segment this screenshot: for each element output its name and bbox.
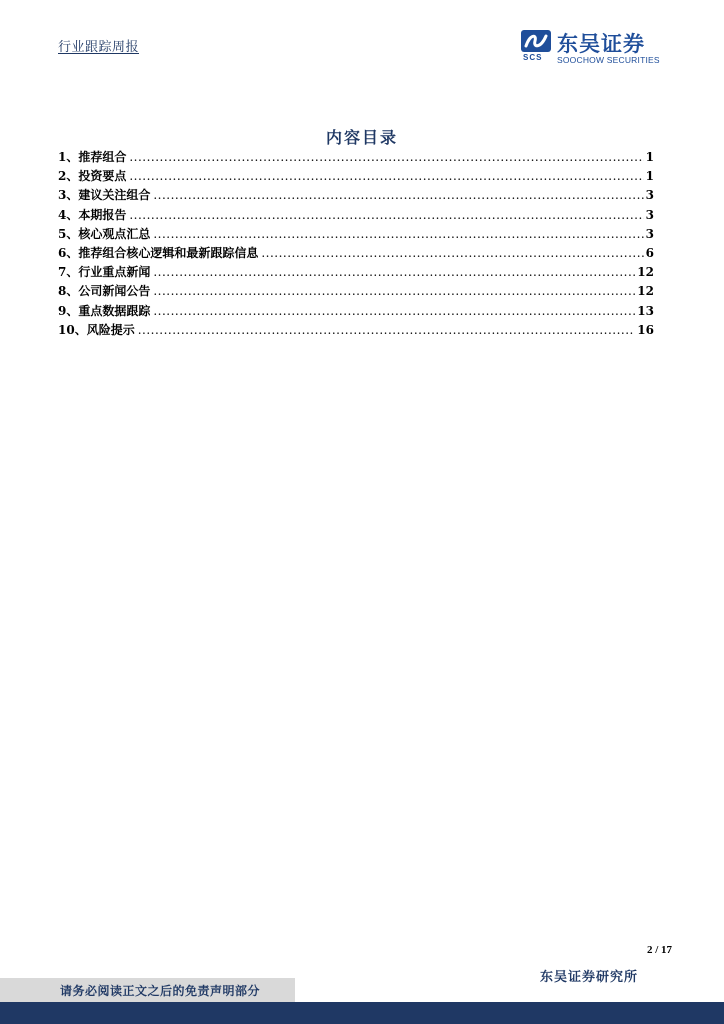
toc-entry-page: 3	[645, 207, 654, 222]
toc-entry[interactable]	[58, 186, 654, 205]
toc-entry-page: 16	[637, 322, 654, 337]
toc-leader-dots	[129, 206, 643, 225]
toc-entry-page: 1	[645, 150, 654, 164]
toc-title: 内容目录	[325, 128, 398, 147]
toc-entry[interactable]	[58, 302, 654, 321]
table-of-contents	[58, 148, 654, 340]
toc-entry-label: 3、建议关注组合	[58, 188, 151, 203]
toc-entry-page: 1	[645, 169, 654, 184]
footer-bar	[0, 1002, 724, 1024]
toc-entry-label: 9、重点数据跟踪	[58, 303, 151, 318]
toc-entry-page: 3	[645, 188, 654, 203]
toc-entry[interactable]	[58, 167, 654, 186]
report-type-label: 行业跟踪周报	[58, 40, 140, 55]
toc-entry[interactable]	[58, 206, 654, 225]
toc-leader-dots	[153, 263, 635, 282]
toc-leader-dots	[261, 244, 643, 263]
institute-name: 东吴证券研究所	[539, 970, 638, 985]
toc-leader-dots	[153, 302, 635, 321]
toc-leader-dots	[153, 282, 635, 301]
toc-entry-label: 2、投资要点	[58, 169, 127, 184]
toc-entry[interactable]	[58, 282, 654, 301]
toc-entry[interactable]	[58, 321, 654, 340]
disclaimer-notice: 请务必阅读正文之后的免责声明部分	[60, 984, 261, 998]
footer-band	[0, 978, 724, 1024]
toc-entry-label: 6、推荐组合核心逻辑和最新跟踪信息	[58, 245, 259, 260]
toc-entry-label: 5、核心观点汇总	[58, 226, 151, 241]
toc-entry[interactable]	[58, 244, 654, 263]
toc-entry-page: 12	[637, 284, 654, 299]
toc-entry[interactable]	[58, 225, 654, 244]
toc-leader-dots	[153, 225, 643, 244]
toc-entry-label: 4、本期报告	[58, 207, 127, 222]
page-number: 2 / 17	[646, 944, 672, 956]
toc-entry[interactable]	[58, 148, 654, 167]
logo-en-text: SOOCHOW SECURITIES	[557, 55, 660, 65]
logo-mark-text: SCS	[523, 53, 543, 62]
toc-leader-dots	[153, 186, 643, 205]
toc-leader-dots	[129, 167, 643, 186]
soochow-logo	[521, 28, 671, 68]
toc-entry-page: 12	[637, 265, 654, 280]
toc-entry-page: 3	[645, 226, 654, 241]
toc-entry-label: 8、公司新闻公告	[58, 284, 151, 299]
scs-logo-icon	[521, 30, 551, 54]
toc-entry-label: 1、推荐组合	[58, 150, 127, 164]
toc-entry-label: 7、行业重点新闻	[58, 265, 151, 280]
logo-cn-text: 东吴证券	[557, 32, 645, 56]
toc-entry-label: 10、风险提示	[58, 322, 135, 337]
toc-entry-page: 13	[637, 303, 654, 318]
toc-entry[interactable]	[58, 263, 654, 282]
toc-entry-page: 6	[645, 245, 654, 260]
toc-leader-dots	[129, 148, 643, 167]
toc-leader-dots	[138, 321, 636, 340]
